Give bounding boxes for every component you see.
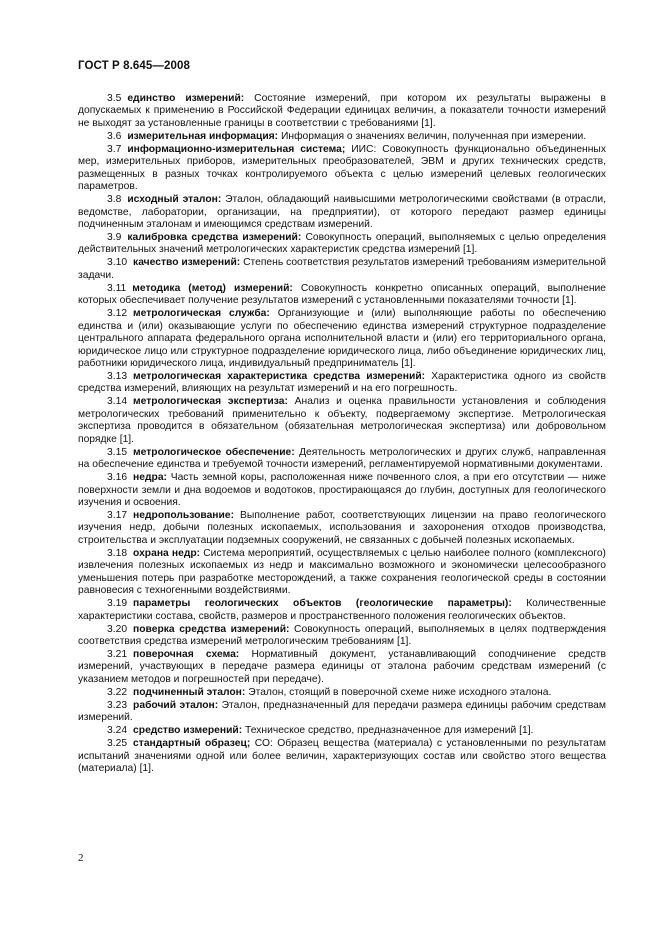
entry-definition: Состояние измерений, при котором их результаты выражены в допускаемых к применению в Российской Федерации единицах величин, а показатели точности измерений не выходят за установленные границы в соответствии с требованиями [1]. — [78, 93, 606, 129]
definition-entry — [78, 598, 606, 623]
definition-entry — [78, 510, 606, 547]
definition-entry — [78, 649, 606, 686]
entry-definition: Информация о значениях величин, полученная при измерении. — [281, 130, 587, 142]
definition-entry — [78, 308, 606, 370]
entry-term: поверка средства измерений: — [133, 623, 290, 635]
entry-term: подчиненный эталон: — [133, 686, 246, 698]
entry-number: 3.25 — [107, 738, 128, 750]
definition-entry — [78, 687, 606, 699]
entry-definition: Совокупность операций, выполняемых с целью определения действительных значений метрологических характеристик средства измерений [1]. — [78, 231, 606, 256]
definition-entry — [78, 144, 606, 194]
entry-number: 3.12 — [107, 308, 128, 320]
definition-entry — [78, 93, 606, 130]
entry-definition: Система мероприятий, осуществляемых с целью наиболее полного (комплексного) извлечения полезных ископаемых из недр и максимально возможного и экономически целесообразного уменьшения потерь при разработке месторождений, а также сохранения геологической среды в состоянии равновесия с техногенными воздействиями. — [78, 547, 606, 597]
document-header: ГОСТ Р 8.645—2008 — [78, 60, 190, 72]
entry-term: методика (метод) измерений: — [132, 282, 293, 294]
entry-number: 3.18 — [107, 547, 128, 559]
definition-entry — [78, 725, 606, 737]
entry-number: 3.24 — [107, 725, 128, 737]
entry-definition: Количественные характеристики состава, свойств, размеров и пространственного положения геологических объектов. — [78, 598, 606, 622]
entry-term: рабочий эталон: — [133, 699, 219, 711]
entry-term: информационно-измерительная система; — [127, 143, 346, 155]
entry-definition: Эталон, предназначенный для передачи размера единицы рабочим средствам измерений. — [78, 699, 606, 724]
entry-definition: Степень соответствия результатов измерений требованиям измерительной задачи. — [78, 257, 606, 281]
entry-term: средство измерений: — [133, 725, 243, 737]
entry-number: 3.8 — [107, 194, 122, 206]
entry-definition: Совокупность операций, выполняемых в целях подтверждения соответствия средства измерений метрологическим требованиям [1]. — [78, 623, 606, 647]
entry-term: исходный эталон: — [127, 194, 222, 206]
entry-term: метрологическое обеспечение: — [133, 446, 295, 458]
definition-entry — [78, 257, 606, 282]
entry-definition: Часть земной коры, расположенная ниже почвенного слоя, а при его отсутствии — ниже поверхности земли и дна водоемов и водотоков, простирающаяся до глубин, доступных для геологического изучения и освоения. — [78, 472, 606, 508]
entry-term: метрологическая экспертиза: — [133, 396, 288, 408]
entry-number: 3.22 — [107, 686, 128, 698]
definition-entry — [78, 131, 606, 143]
entry-number: 3.10 — [107, 257, 128, 269]
entry-term: качество измерений: — [133, 257, 241, 269]
entry-number: 3.5 — [107, 93, 122, 104]
entry-definition: СО: Образец вещества (материала) с установленными по результатам испытаний значениями одной или более величин, характеризующих состав или свойство этого вещества (материала) [1]. — [78, 738, 606, 775]
entry-term: поверочная схема: — [133, 648, 240, 660]
entry-term: недра: — [133, 472, 167, 484]
entry-term: метрологическая служба: — [133, 308, 270, 320]
entry-term: единство измерений: — [127, 93, 245, 104]
entry-definition: Анализ и оценка правильности установления и соблюдения метрологических требований применительно к объекту, подвергаемому экспертизе. Метрологическая экспертиза проводится в обязательном (обязательная метрологическая экспертиза) или добровольном порядке [1]. — [78, 396, 606, 445]
definition-entry — [78, 700, 606, 725]
entry-definition: Нормативный документ, устанавливающий соподчинение средств измерений, участвующих в передаче размера единицы от эталона рабочим средствам измерений (с указанием методов и погрешностей при передаче). — [78, 648, 606, 685]
entry-number: 3.20 — [107, 623, 128, 635]
entry-definition: Техническое средство, предназначенное для измерений [1]. — [245, 725, 534, 737]
entry-term: недропользование: — [133, 509, 235, 521]
entry-number: 3.13 — [107, 370, 128, 382]
entry-definition: Выполнение работ, соответствующих лицензии на право геологического изучения недр, добычи полезных ископаемых, использования и захоронения отходов производства, строительства и эксплуатации подземных сооружений, не связанных с добычей полезных ископаемых. — [78, 509, 606, 546]
entry-number: 3.6 — [107, 130, 122, 142]
definition-entry — [78, 472, 606, 509]
entry-number: 3.16 — [107, 472, 128, 484]
entry-definition: ИИС: Совокупность функционально объединенных мер, измерительных приборов, измерительных преобразователей, ЭВМ и других технических средств, размещенных в разных точках контролируемого объекта с целью измерений целевых геологических параметров. — [78, 143, 606, 193]
entry-number: 3.14 — [107, 396, 128, 408]
entry-number: 3.23 — [107, 699, 128, 711]
definition-entry — [78, 738, 606, 775]
entry-number: 3.15 — [107, 446, 128, 458]
entry-number: 3.19 — [107, 598, 128, 610]
definition-entry — [78, 194, 606, 231]
entry-number: 3.7 — [107, 143, 122, 155]
entry-definition: Деятельность метрологических и других служб, направленная на обеспечение единства и требуемой точности измерений, регламентируемой нормативными документами. — [78, 446, 606, 471]
definition-entry — [78, 396, 606, 446]
entry-number: 3.21 — [107, 648, 128, 660]
entry-number: 3.11 — [107, 282, 127, 294]
entry-definition: Эталон, обладающий наивысшими метрологическими свойствами (в отрасли, ведомстве, лаборатории, организации, на предприятии), от которого передают размер единицы подчиненным эталонам и имеющимся средствам измерений. — [78, 194, 606, 231]
entry-term: измерительная информация: — [127, 130, 279, 142]
entry-definition: Совокупность конкретно описанных операций, выполнение которых обеспечивает получение результатов измерений с установленными показателями точности [1]. — [78, 282, 606, 307]
definition-entry — [78, 371, 606, 396]
entry-term: метрологическая характеристика средства измерений: — [133, 370, 426, 382]
entry-number: 3.9 — [107, 231, 122, 243]
page-number: 2 — [78, 852, 84, 864]
definition-entry — [78, 548, 606, 598]
entry-definition: Эталон, стоящий в поверочной схеме ниже исходного эталона. — [248, 686, 552, 698]
definitions-section — [78, 93, 606, 776]
entry-term: параметры геологических объектов (геологические параметры): — [133, 598, 512, 610]
definition-entry — [78, 624, 606, 649]
entry-term: охрана недр: — [133, 547, 201, 559]
definition-entry — [78, 283, 606, 308]
entry-definition: Характеристика одного из свойств средства измерений, влияющих на результат измерений и на его погрешность. — [78, 370, 606, 395]
entry-term: стандартный образец; — [133, 738, 251, 750]
entry-number: 3.17 — [107, 509, 128, 521]
entry-term: калибровка средства измерений: — [127, 231, 302, 243]
entry-definition: Организующие и (или) выполняющие работы по обеспечению единства и (или) оказывающие услуги по обеспечению единства измерений структурное подразделение центрального аппарата федерального органа исполнительной власти и (или) его территориального органа, юридическое лицо или структурное подразделение юридического лица, либо объединение юридических лиц, работники юридического лица, индивидуальный предприниматель [1]. — [78, 308, 606, 370]
definition-entry — [78, 232, 606, 257]
definition-entry — [78, 447, 606, 472]
